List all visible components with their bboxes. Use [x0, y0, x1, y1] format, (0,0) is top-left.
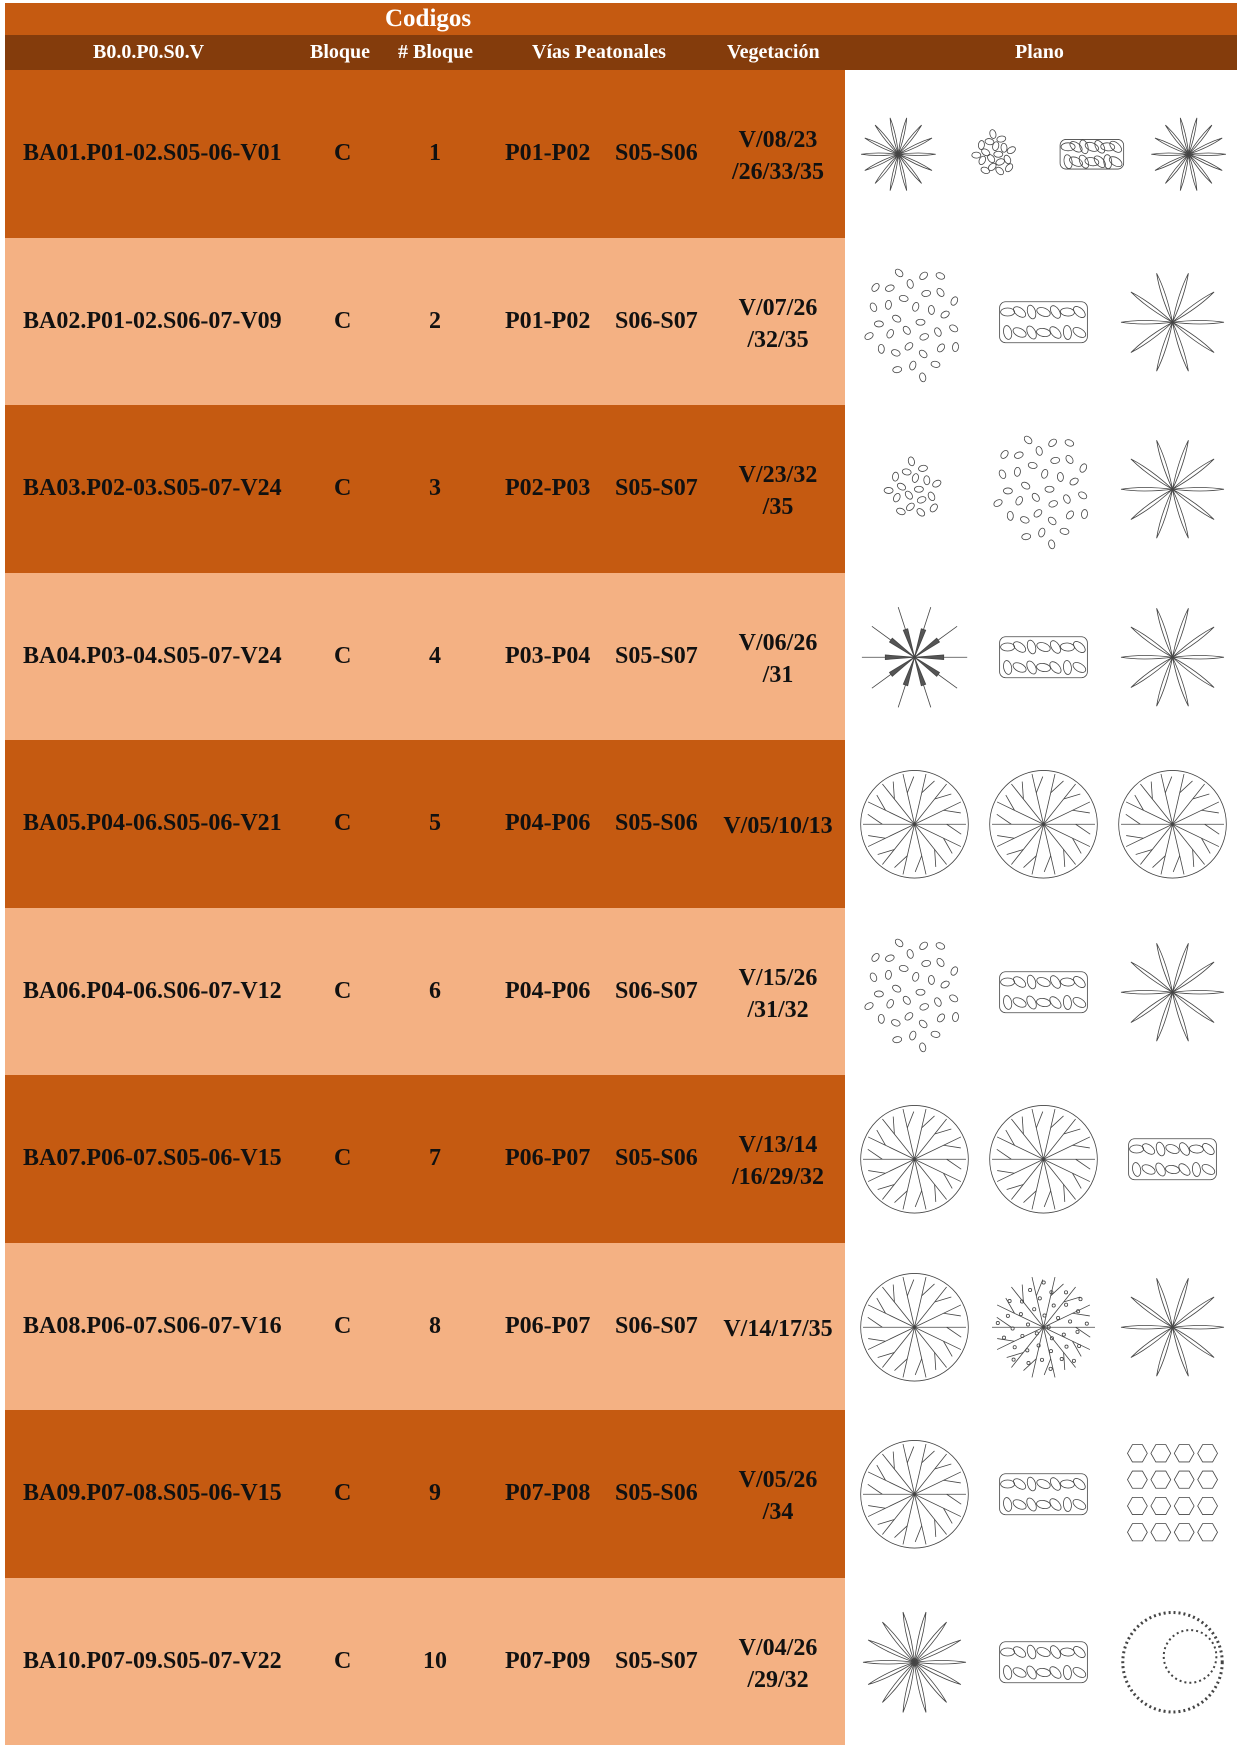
code-cell: BA07.P06-07.S05-06-V15 — [23, 1145, 282, 1171]
vegetacion-cell — [717, 627, 839, 691]
vegetacion-line-2: /31 — [762, 661, 794, 688]
vegetacion-cell — [717, 1464, 839, 1528]
branch-tree-plan-icon — [861, 770, 969, 878]
bloque-cell: C — [334, 1145, 352, 1171]
code-cell: BA10.P07-09.S05-07-V22 — [23, 1647, 282, 1674]
radial-tree-plan-icon — [1119, 770, 1227, 878]
code-cell: BA02.P01-02.S06-07-V09 — [23, 307, 282, 334]
canopy-tree-plan-icon — [861, 1273, 969, 1381]
vegetacion-line-2: /16/29/32 — [731, 1164, 824, 1190]
via-secundaria-cell: S05-S06 — [615, 140, 698, 166]
groundcover-plan-icon — [864, 267, 960, 382]
plano-cell — [850, 405, 1237, 573]
via-secundaria-cell: S05-S06 — [615, 1145, 698, 1171]
table-row — [5, 1075, 1237, 1243]
vegetacion-line-2: /31/32 — [747, 996, 809, 1023]
table-row — [5, 740, 1237, 908]
via-secundaria-cell: S06-S07 — [615, 977, 698, 1004]
palm-cluster-plan-icon — [863, 1612, 966, 1712]
agave-plan-icon — [1121, 440, 1224, 538]
via-peatonal-cell: P01-P02 — [505, 307, 591, 334]
table-row — [5, 1410, 1237, 1578]
vegetacion-line-2: /35 — [762, 494, 794, 520]
hedge-plan-icon — [1000, 971, 1088, 1012]
code-cell: BA03.P02-03.S05-07-V24 — [23, 475, 282, 501]
agave-plan-icon — [1121, 1278, 1224, 1376]
via-secundaria-cell: S05-S06 — [615, 810, 698, 836]
col-header-vias: Vías Peatonales — [532, 41, 666, 63]
plano-cell — [850, 1410, 1237, 1578]
bloque-cell: C — [334, 475, 352, 501]
vegetacion-line-1: V/23/32 — [738, 462, 818, 488]
via-peatonal-cell: P02-P03 — [505, 475, 591, 501]
table-title-row — [5, 3, 1237, 35]
via-peatonal-cell: P01-P02 — [505, 140, 591, 166]
bloque-cell: C — [334, 1480, 352, 1506]
plano-cell — [850, 1243, 1237, 1411]
vegetacion-cell — [717, 1129, 839, 1193]
via-peatonal-cell: P06-P07 — [505, 1145, 591, 1171]
table-row — [5, 908, 1237, 1076]
vegetacion-line-2: /26/33/35 — [731, 159, 824, 185]
via-secundaria-cell: S05-S06 — [615, 1480, 698, 1506]
vegetacion-cell — [717, 1632, 839, 1696]
bloque-cell: C — [334, 810, 352, 836]
bloque-cell: C — [334, 140, 352, 166]
via-secundaria-cell: S06-S07 — [615, 1312, 698, 1339]
bloque-number-cell: 7 — [429, 1145, 441, 1171]
vegetacion-cell — [717, 810, 839, 842]
plano-cell — [850, 908, 1237, 1076]
via-peatonal-cell: P07-P08 — [505, 1480, 591, 1506]
bloque-cell: C — [334, 977, 352, 1004]
code-cell: BA01.P01-02.S05-06-V01 — [23, 140, 282, 166]
col-header-num-bloque: # Bloque — [398, 41, 474, 63]
bloque-number-cell: 2 — [429, 307, 441, 334]
plano-cell — [850, 573, 1237, 741]
vegetation-code-table — [5, 3, 1237, 1745]
codigos-label: Codigos — [385, 5, 472, 32]
paving-plan-icon — [1128, 1445, 1218, 1541]
vegetacion-line-1: V/08/23 — [738, 127, 818, 153]
via-secundaria-cell: S05-S07 — [615, 475, 698, 501]
star-tree-plan-icon — [862, 607, 967, 707]
code-cell: BA08.P06-07.S06-07-V16 — [23, 1312, 282, 1339]
via-secundaria-cell: S06-S07 — [615, 307, 698, 334]
hedge-plan-icon — [1000, 1474, 1088, 1515]
bloque-cell: C — [334, 307, 352, 334]
radial-tree-plan-icon — [861, 1105, 969, 1213]
vegetacion-line-2: /29/32 — [747, 1666, 809, 1693]
bloque-cell: C — [334, 1647, 352, 1674]
bloque-number-cell: 3 — [429, 475, 441, 501]
table-body — [5, 70, 1237, 1745]
table-row — [5, 1243, 1237, 1411]
ring-tree-plan-icon — [1123, 1612, 1222, 1711]
bloque-number-cell: 9 — [429, 1480, 441, 1506]
bloque-number-cell: 6 — [429, 977, 441, 1004]
code-cell: BA06.P04-06.S06-07-V12 — [23, 977, 282, 1004]
vegetacion-cell — [717, 459, 839, 523]
table-header-row — [5, 35, 1237, 70]
plano-cell — [850, 1578, 1237, 1746]
spiky-plant-plan-icon — [1151, 118, 1226, 191]
vegetacion-line-1: V/13/14 — [738, 1132, 818, 1158]
hedge-plan-icon — [1000, 1641, 1088, 1682]
via-secundaria-cell: S05-S07 — [615, 642, 698, 669]
plano-cell — [850, 740, 1237, 908]
code-cell: BA04.P03-04.S05-07-V24 — [23, 642, 282, 669]
table-row — [5, 405, 1237, 573]
vegetacion-line-1: V/06/26 — [738, 629, 818, 656]
palm-plan-icon — [861, 118, 936, 191]
hedge-plan-icon — [1060, 139, 1124, 170]
vegetacion-cell — [717, 962, 839, 1026]
shrub-plan-icon — [972, 129, 1017, 176]
vegetacion-line-1: V/05/10/13 — [723, 813, 833, 839]
sketch-tree-plan-icon — [992, 1277, 1095, 1377]
via-peatonal-cell: P04-P06 — [505, 810, 591, 836]
bloque-number-cell: 8 — [429, 1312, 441, 1339]
via-secundaria-cell: S05-S07 — [615, 1647, 698, 1674]
table-row — [5, 573, 1237, 741]
bloque-number-cell: 1 — [429, 140, 441, 166]
flower-plan-icon — [1121, 608, 1224, 706]
agave-plan-icon — [1121, 273, 1224, 371]
scatter-plan-icon — [864, 937, 960, 1052]
table-row — [5, 1578, 1237, 1746]
leaf-mass-plan-icon — [993, 435, 1089, 550]
hedge-plan-icon — [1000, 301, 1088, 342]
vegetacion-cell — [717, 292, 839, 356]
table-row — [5, 70, 1237, 238]
via-peatonal-cell: P03-P04 — [505, 642, 591, 669]
plano-cell — [850, 70, 1237, 238]
table-row — [5, 238, 1237, 406]
bloque-cell: C — [334, 642, 352, 669]
vegetacion-line-1: V/04/26 — [738, 1634, 818, 1661]
col-header-plano: Plano — [1015, 41, 1064, 63]
vegetacion-line-1: V/07/26 — [738, 294, 818, 321]
flower-plan-icon — [1121, 943, 1224, 1041]
col-header-vegetacion: Vegetación — [727, 41, 820, 63]
bloque-number-cell: 10 — [423, 1647, 447, 1674]
hedge-strip-plan-icon — [1129, 1139, 1217, 1180]
bloque-number-cell: 5 — [429, 810, 441, 836]
vegetacion-line-1: V/15/26 — [738, 964, 818, 991]
code-cell: BA09.P07-08.S05-06-V15 — [23, 1480, 282, 1506]
bloque-cell: C — [334, 1312, 352, 1339]
canopy-tree-plan-icon — [990, 1105, 1098, 1213]
vegetacion-line-1: V/05/26 — [738, 1467, 818, 1493]
branch-tree-plan-icon — [861, 1440, 969, 1548]
vegetacion-line-1: V/14/17/35 — [723, 1315, 833, 1342]
leafy-tree-plan-icon — [990, 770, 1098, 878]
shrub-plan-icon — [884, 456, 942, 517]
vegetacion-line-2: /34 — [762, 1499, 794, 1525]
vegetacion-line-2: /32/35 — [747, 326, 809, 353]
plano-cell — [850, 1075, 1237, 1243]
vegetacion-cell — [717, 124, 839, 188]
vegetacion-cell — [717, 1313, 839, 1345]
via-peatonal-cell: P06-P07 — [505, 1312, 591, 1339]
code-cell: BA05.P04-06.S05-06-V21 — [23, 810, 282, 836]
bloque-number-cell: 4 — [429, 642, 441, 669]
plano-cell — [850, 238, 1237, 406]
hedge-plan-icon — [1000, 636, 1088, 677]
via-peatonal-cell: P04-P06 — [505, 977, 591, 1004]
col-header-bloque: Bloque — [310, 41, 371, 63]
col-header-code: B0.0.P0.S0.V — [93, 41, 205, 63]
via-peatonal-cell: P07-P09 — [505, 1647, 591, 1674]
